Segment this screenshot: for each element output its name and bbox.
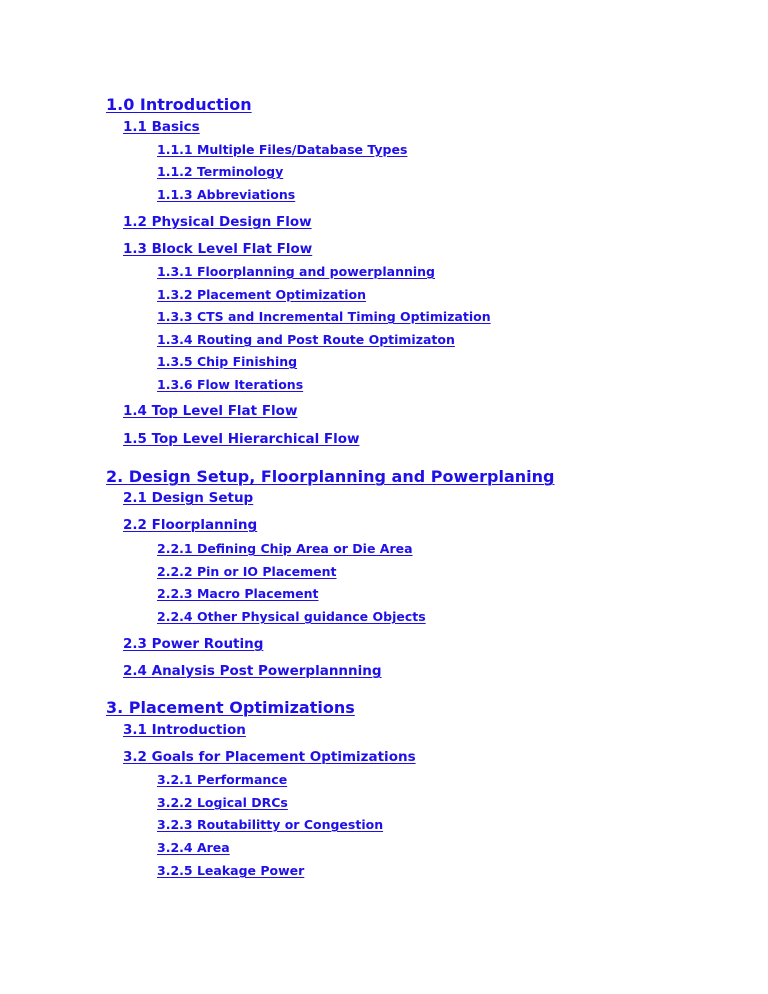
toc-link-3-2-2-logical-drcs[interactable]: 3.2.2 Logical DRCs (157, 795, 288, 810)
toc-link-3-2-4-area[interactable]: 3.2.4 Area (157, 840, 230, 855)
toc-link-2-2-2-pin-or-io-placement[interactable]: 2.2.2 Pin or IO Placement (157, 564, 337, 579)
toc-link-2-2-3-macro-placement[interactable]: 2.2.3 Macro Placement (157, 586, 319, 601)
toc-link-1-3-3-cts-and-incremental-timing-optimization[interactable]: 1.3.3 CTS and Incremental Timing Optimization (157, 309, 491, 324)
toc-link-1-3-1-floorplanning-and-powerplanning[interactable]: 1.3.1 Floorplanning and powerplanning (157, 264, 436, 279)
toc-link-3-2-1-performance[interactable]: 3.2.1 Performance (157, 772, 288, 787)
toc-link-1-1-basics[interactable]: 1.1 Basics (123, 119, 200, 135)
toc-link-3-2-5-leakage-power[interactable]: 3.2.5 Leakage Power (157, 863, 305, 878)
toc-link-1-5-top-level-hierarchical-flow[interactable]: 1.5 Top Level Hierarchical Flow (123, 431, 360, 447)
toc-link-2-2-4-other-physical-guidance-objects[interactable]: 2.2.4 Other Physical guidance Objects (157, 609, 426, 624)
toc-link-1-3-block-level-flat-flow[interactable]: 1.3 Block Level Flat Flow (123, 241, 313, 257)
toc-link-1-2-physical-design-flow[interactable]: 1.2 Physical Design Flow (123, 214, 312, 230)
toc-link-1-3-2-placement-optimization[interactable]: 1.3.2 Placement Optimization (157, 287, 367, 302)
toc-link-3-placement-optimizations[interactable]: 3. Placement Optimizations (106, 698, 355, 717)
toc-link-3-2-3-routabilitty-or-congestion[interactable]: 3.2.3 Routabilitty or Congestion (157, 817, 384, 832)
toc-link-3-1-introduction[interactable]: 3.1 Introduction (123, 722, 246, 738)
toc-link-1-1-3-abbreviations[interactable]: 1.1.3 Abbreviations (157, 187, 296, 202)
toc-link-2-3-power-routing[interactable]: 2.3 Power Routing (123, 636, 264, 652)
toc-link-2-4-analysis-post-powerplannning[interactable]: 2.4 Analysis Post Powerplannning (123, 663, 382, 679)
toc-link-1-3-5-chip-finishing[interactable]: 1.3.5 Chip Finishing (157, 354, 298, 369)
toc-link-3-2-goals-for-placement-optimizations[interactable]: 3.2 Goals for Placement Optimizations (123, 749, 416, 765)
toc-link-2-2-floorplanning[interactable]: 2.2 Floorplanning (123, 517, 258, 533)
toc-link-2-2-1-defining-chip-area-or-die-area[interactable]: 2.2.1 Defining Chip Area or Die Area (157, 541, 413, 556)
toc-link-1-1-2-terminology[interactable]: 1.1.2 Terminology (157, 164, 284, 179)
toc-link-1-3-4-routing-and-post-route-optimizaton[interactable]: 1.3.4 Routing and Post Route Optimizaton (157, 332, 455, 347)
toc-link-1-0-introduction[interactable]: 1.0 Introduction (106, 95, 252, 114)
toc-link-1-4-top-level-flat-flow[interactable]: 1.4 Top Level Flat Flow (123, 403, 298, 419)
toc-link-1-3-6-flow-iterations[interactable]: 1.3.6 Flow Iterations (157, 377, 304, 392)
toc-link-1-1-1-multiple-files-database-types[interactable]: 1.1.1 Multiple Files/Database Types (157, 142, 408, 157)
toc-link-2-design-setup-floorplanning-and-powerplaning[interactable]: 2. Design Setup, Floorplanning and Powerplaning (106, 467, 555, 486)
toc-link-2-1-design-setup[interactable]: 2.1 Design Setup (123, 490, 254, 506)
